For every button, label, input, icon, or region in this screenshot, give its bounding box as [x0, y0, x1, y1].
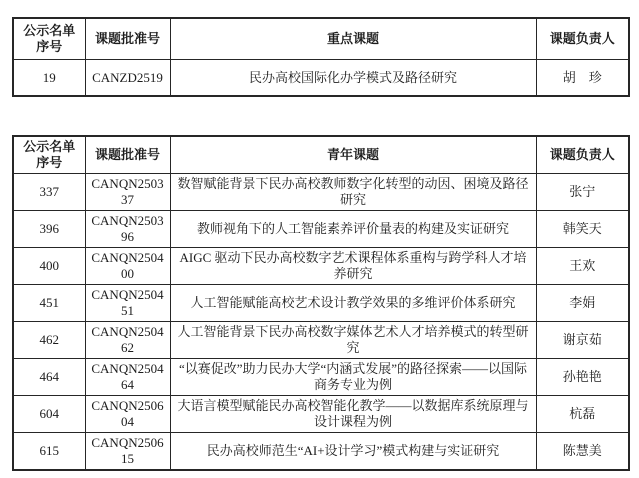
cell-project-title: 民办高校师范生“AI+设计学习”模式构建与实证研究 [170, 433, 536, 471]
header-youth-project-title: 青年课题 [170, 136, 536, 174]
cell-project-title: 大语言模型赋能民办高校智能化教学——以数据库系统原理与设计课程为例 [170, 396, 536, 433]
header-approval-code: 课题批准号 [85, 18, 170, 60]
cell-project-leader: 杭磊 [536, 396, 629, 433]
cell-seq: 396 [13, 211, 85, 248]
table-row [13, 322, 629, 359]
cell-project-leader: 韩笑天 [536, 211, 629, 248]
cell-approval-code: CANQN250615 [85, 433, 170, 471]
cell-project-leader: 张宁 [536, 174, 629, 211]
cell-project-title: 数智赋能背景下民办高校教师数字化转型的动因、困境及路径研究 [170, 174, 536, 211]
table-row [13, 433, 629, 471]
cell-approval-code: CANQN250604 [85, 396, 170, 433]
cell-approval-code: CANZD2519 [85, 60, 170, 97]
youth-projects-table [12, 135, 630, 471]
table-row [13, 211, 629, 248]
youth-projects-header-row [13, 136, 629, 174]
cell-project-leader: 王欢 [536, 248, 629, 285]
cell-approval-code: CANQN250464 [85, 359, 170, 396]
cell-project-title: 人工智能赋能高校艺术设计教学效果的多维评价体系研究 [170, 285, 536, 322]
cell-seq: 451 [13, 285, 85, 322]
cell-project-title: 人工智能背景下民办高校数字媒体艺术人才培养模式的转型研究 [170, 322, 536, 359]
cell-project-leader: 李娟 [536, 285, 629, 322]
header-project-leader: 课题负责人 [536, 18, 629, 60]
cell-approval-code: CANQN250462 [85, 322, 170, 359]
table-row [13, 60, 629, 97]
header-seq: 公示名单序号 [13, 136, 85, 174]
cell-project-leader: 谢京茹 [536, 322, 629, 359]
cell-project-title: 教师视角下的人工智能素养评价量表的构建及实证研究 [170, 211, 536, 248]
cell-seq: 604 [13, 396, 85, 433]
header-seq: 公示名单序号 [13, 18, 85, 60]
table-row [13, 248, 629, 285]
cell-project-title: AIGC 驱动下民办高校数字艺术课程体系重构与跨学科人才培养研究 [170, 248, 536, 285]
table-row [13, 359, 629, 396]
key-projects-header-row [13, 18, 629, 60]
cell-seq: 400 [13, 248, 85, 285]
cell-seq: 462 [13, 322, 85, 359]
cell-approval-code: CANQN250451 [85, 285, 170, 322]
table-row [13, 174, 629, 211]
cell-approval-code: CANQN250396 [85, 211, 170, 248]
table-row [13, 396, 629, 433]
cell-project-leader: 胡 珍 [536, 60, 629, 97]
header-key-project-title: 重点课题 [170, 18, 536, 60]
cell-seq: 337 [13, 174, 85, 211]
cell-project-leader: 孙艳艳 [536, 359, 629, 396]
cell-approval-code: CANQN250337 [85, 174, 170, 211]
cell-seq: 464 [13, 359, 85, 396]
header-approval-code: 课题批准号 [85, 136, 170, 174]
key-projects-table [12, 17, 630, 97]
cell-project-title: “以赛促改”助力民办大学“内涵式发展”的路径探索——以国际商务专业为例 [170, 359, 536, 396]
cell-project-title: 民办高校国际化办学模式及路径研究 [170, 60, 536, 97]
cell-seq: 19 [13, 60, 85, 97]
cell-approval-code: CANQN250400 [85, 248, 170, 285]
cell-project-leader: 陈慧美 [536, 433, 629, 471]
table-row [13, 285, 629, 322]
cell-seq: 615 [13, 433, 85, 471]
header-project-leader: 课题负责人 [536, 136, 629, 174]
